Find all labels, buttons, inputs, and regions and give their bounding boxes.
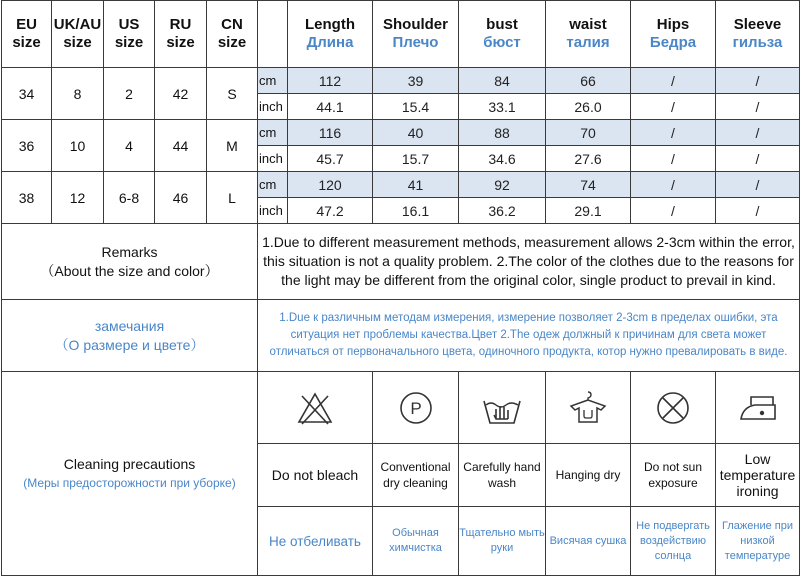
hips-inch: / [631, 146, 716, 172]
eu-size-cell: 34 [2, 68, 52, 120]
length-cm: 116 [288, 120, 373, 146]
length-cm: 112 [288, 68, 373, 94]
hanging-dry-icon [546, 372, 631, 444]
hips-header: Hips Бедра [631, 1, 716, 68]
remarks-ru-row [2, 300, 800, 372]
hips-cm: / [631, 172, 716, 198]
unit-header [258, 1, 288, 68]
length-header: Length Длина [288, 1, 373, 68]
cn-size-header: CN size [207, 1, 258, 68]
waist-inch: 26.0 [546, 94, 631, 120]
us-size-cell: 4 [104, 120, 155, 172]
unit-cm: cm [258, 120, 288, 146]
waist-inch: 27.6 [546, 146, 631, 172]
bust-inch: 33.1 [459, 94, 546, 120]
low-temp-iron-label-ru: Глажение при низкой температуре [716, 507, 800, 576]
remarks-row [2, 224, 800, 300]
uk-size-cell: 8 [52, 68, 104, 120]
cleaning-icons-row [2, 372, 800, 444]
hand-wash-icon [459, 372, 546, 444]
uk-size-header: UK/AU size [52, 1, 104, 68]
header-row [2, 1, 800, 68]
remarks-text-ru: 1.Due к различным методам измерения, измерение позволяет 2-3cm в пределах ошибки, эта ситуация нет проблемы качества.Цвет 2.The одеж должный к причинам для света может отличаться от первоначального цвета, одиночного продукта, котор нужно превалировать в виде. [258, 300, 800, 372]
unit-cm: cm [258, 172, 288, 198]
remarks-subtitle-ru: （О размере и цвете） [54, 336, 205, 353]
waist-header: waist талия [546, 1, 631, 68]
cleaning-title: Cleaning precautions [63, 456, 196, 472]
shoulder-header: Shoulder Плечо [373, 1, 459, 68]
remarks-title: Remarks [101, 243, 158, 260]
shoulder-inch: 15.4 [373, 94, 459, 120]
unit-inch: inch [258, 146, 288, 172]
size-chart-table [1, 0, 800, 576]
no-sun-exposure-icon [631, 372, 716, 444]
bust-header: bust бюст [459, 1, 546, 68]
waist-cm: 74 [546, 172, 631, 198]
shoulder-inch: 16.1 [373, 198, 459, 224]
uk-size-cell: 12 [52, 172, 104, 224]
hanging-dry-label: Hanging dry [546, 444, 631, 507]
ru-size-cell: 46 [155, 172, 207, 224]
cleaning-title-ru: (Меры предосторожности при уборке) [23, 476, 236, 490]
hips-inch: / [631, 198, 716, 224]
eu-size-header: EU size [2, 1, 52, 68]
low-temp-iron-icon [716, 372, 800, 444]
sleeve-header: Sleeve гильза [716, 1, 800, 68]
bust-cm: 88 [459, 120, 546, 146]
bust-inch: 34.6 [459, 146, 546, 172]
dry-clean-label-ru: Обычная химчистка [373, 507, 459, 576]
bust-cm: 84 [459, 68, 546, 94]
us-size-header: US size [104, 1, 155, 68]
no-bleach-icon [258, 372, 373, 444]
dry-clean-p-icon [373, 372, 459, 444]
no-sun-label-ru: Не подвергать воздействию солнца [631, 507, 716, 576]
sleeve-inch: / [716, 198, 800, 224]
hips-cm: / [631, 68, 716, 94]
shoulder-cm: 40 [373, 120, 459, 146]
dry-clean-label: Conventional dry cleaning [373, 444, 459, 507]
table-row [2, 172, 800, 198]
sleeve-cm: / [716, 68, 800, 94]
ru-size-cell: 42 [155, 68, 207, 120]
no-sun-label: Do not sun exposure [631, 444, 716, 507]
svg-text:P: P [409, 398, 422, 418]
us-size-cell: 6-8 [104, 172, 155, 224]
hand-wash-label: Carefully hand wash [459, 444, 546, 507]
remarks-text: 1.Due to different measurement methods, measurement allows 2-3cm within the error, this situation is not a quality problem. 2.The color of the clothes due to the reasons for the light may be different from the original color, single product to prevail in kind. [258, 224, 800, 300]
table-row [2, 68, 800, 94]
cn-size-cell: M [207, 120, 258, 172]
shoulder-cm: 41 [373, 172, 459, 198]
uk-size-cell: 10 [52, 120, 104, 172]
hanging-dry-label-ru: Висячая сушка [546, 507, 631, 576]
length-inch: 47.2 [288, 198, 373, 224]
no-bleach-label-ru: Не отбеливать [258, 507, 373, 576]
remarks-subtitle: （About the size and color） [40, 262, 219, 279]
eu-size-cell: 38 [2, 172, 52, 224]
ru-size-cell: 44 [155, 120, 207, 172]
bust-inch: 36.2 [459, 198, 546, 224]
remarks-label [2, 224, 258, 300]
shoulder-cm: 39 [373, 68, 459, 94]
hips-cm: / [631, 120, 716, 146]
us-size-cell: 2 [104, 68, 155, 120]
unit-inch: inch [258, 198, 288, 224]
cleaning-label [2, 372, 258, 576]
waist-cm: 66 [546, 68, 631, 94]
cn-size-cell: L [207, 172, 258, 224]
low-temp-iron-label: Low temperature ironing [716, 444, 800, 507]
table-row [2, 120, 800, 146]
waist-inch: 29.1 [546, 198, 631, 224]
waist-cm: 70 [546, 120, 631, 146]
cn-size-cell: S [207, 68, 258, 120]
bust-cm: 92 [459, 172, 546, 198]
unit-inch: inch [258, 94, 288, 120]
remarks-label-ru [2, 300, 258, 372]
remarks-title-ru: замечания [94, 317, 165, 334]
ru-size-header: RU size [155, 1, 207, 68]
shoulder-inch: 15.7 [373, 146, 459, 172]
eu-size-cell: 36 [2, 120, 52, 172]
sleeve-inch: / [716, 94, 800, 120]
sleeve-cm: / [716, 172, 800, 198]
unit-cm: cm [258, 68, 288, 94]
length-inch: 44.1 [288, 94, 373, 120]
length-inch: 45.7 [288, 146, 373, 172]
length-cm: 120 [288, 172, 373, 198]
sleeve-inch: / [716, 146, 800, 172]
sleeve-cm: / [716, 120, 800, 146]
no-bleach-label: Do not bleach [258, 444, 373, 507]
hand-wash-label-ru: Тщательно мыть руки [459, 507, 546, 576]
hips-inch: / [631, 94, 716, 120]
